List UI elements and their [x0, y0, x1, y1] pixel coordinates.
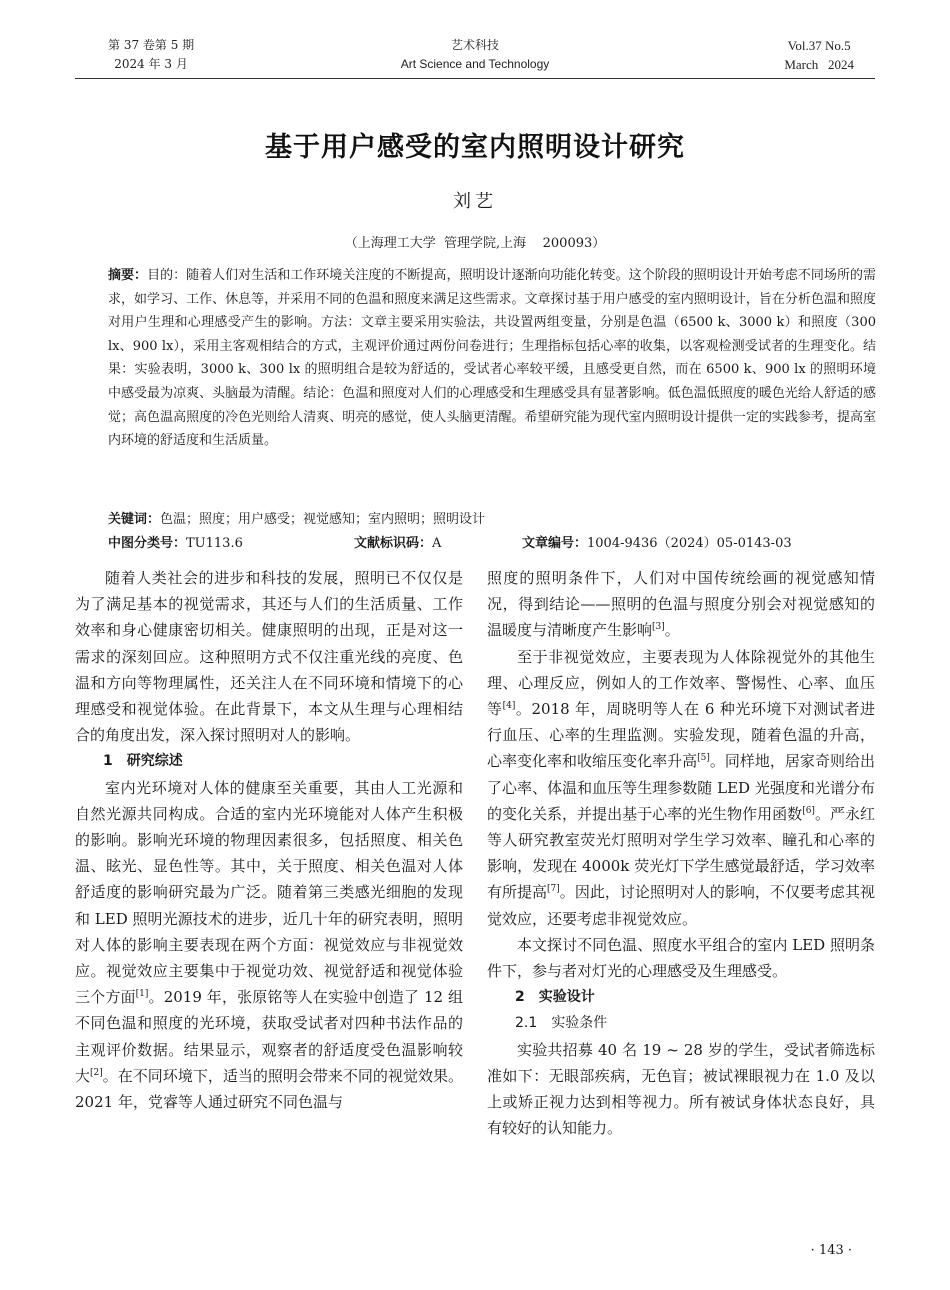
- author-affiliation: （上海理工大学 管理学院,上海 200093）: [344, 236, 606, 251]
- citation-6: [6]: [802, 805, 815, 816]
- body-column-left: [75, 565, 463, 1115]
- paragraph-review-part-b: 。2019 年，张原铭等人在实验中创造了 12 组不同色温和照度的光环境，获取受试者对四种书法作品的主观评价数据。结果显示，观察者的舒适度受色温影响较大: [75, 988, 463, 1085]
- paragraph-review: [75, 775, 463, 1116]
- section-heading-1: 1 研究综述: [103, 753, 183, 770]
- paragraph-review-part-a: 室内光环境对人体的健康至关重要，其由人工光源和自然光源共同构成。合适的室内光环境能对人体产生积极的影响。影响光环境的物理因素很多，包括照度、相关色温、眩光、显色性等。其中，关于照度、相关色温对人体舒适度的影响研究最为广泛。随着第三类感光细胞的发现和 LED 照明光源技术的进步，近几十年的研究表明，照明对人体的影响主要表现在两个方面：视觉效应与非视觉效应。视觉效应主要集中于视觉功效、视觉舒适和视觉体验三个方面: [75, 778, 463, 1007]
- citation-3: [3]: [652, 622, 665, 633]
- keywords: [108, 508, 876, 532]
- article-number-value: 1004-9436（2024）05-0143-03: [587, 536, 792, 551]
- citation-2: [2]: [90, 1067, 103, 1078]
- header-vol-no: Vol.37 No.5: [787, 38, 851, 53]
- article-number-label: 文章编号：: [522, 536, 588, 551]
- page-number: · 143 ·: [810, 1243, 852, 1258]
- paragraph-intro: 随着人类社会的进步和科技的发展，照明已不仅仅是为了满足基本的视觉需求，其还与人们的生活质量、工作效率和身心健康密切相关。健康照明的出现，正是对这一需求的深刻回应。这种照明方式不仅注重光线的亮度、色温和方向等物理属性，还关注人在不同环境和情境下的心理感受和视觉体验。在此背景下，本文从生理与心理相结合的角度出发，深入探讨照明对人的影响。: [75, 569, 463, 745]
- paragraph-nonvisual: [487, 644, 875, 932]
- citation-7: [7]: [547, 884, 560, 895]
- header-volume-issue: 第 37 卷第 5 期: [108, 38, 195, 52]
- paragraph-nonvisual-part-b: 。2018 年，周晓明等人在 6 种光环境下对测试者进行血压、心率的生理监测。实验发现，随着色温的升高，心率变化率和收缩压变化率升高: [487, 700, 875, 771]
- clc-group: [108, 532, 243, 555]
- paragraph-nonvisual-part-e: 。因此，讨论照明对人的影响，不仅要考虑其视觉效应，还要考虑非视觉效应。: [487, 883, 875, 928]
- citation-1: [1]: [135, 989, 149, 1000]
- keywords-label: 关键词：: [108, 512, 161, 527]
- paragraph-nonvisual-part-c: 。同样地，居家奇则给出了心率、体温和血压等生理参数随 LED 光强度和光谱分布的变化关系，并提出基于心率的光生物作用函数: [487, 752, 875, 823]
- header-month-year: March 2024: [784, 57, 854, 72]
- paragraph-review-part-d: 照度的照明条件下，人们对中国传统绘画的视觉感知情况，得到结论——照明的色温与照度分别会对视觉感知的温暖度与清晰度产生影响: [487, 569, 875, 640]
- doc-code-group: [354, 532, 441, 555]
- paragraph-nonvisual-part-a: 至于非视觉效应，主要表现为人体除视觉外的其他生理、心理反应，例如人的工作效率、警惕性、心率、血压等: [487, 647, 875, 719]
- abstract: [108, 264, 876, 453]
- citation-4: [4]: [502, 701, 516, 712]
- running-header-volume-en: [784, 36, 854, 74]
- header-journal-cn: 艺术科技: [450, 38, 499, 52]
- clc-label: 中图分类号：: [108, 536, 187, 551]
- paragraph-review-part-c: 。在不同环境下，适当的照明会带来不同的视觉效果。2021 年，党睿等人通过研究不同色温与: [75, 1066, 463, 1112]
- section-heading-2: 2 实验设计: [515, 989, 595, 1006]
- citation-5: [5]: [697, 753, 710, 764]
- body-column-right: [487, 565, 875, 1141]
- keywords-text: 色温；照度；用户感受；视觉感知；室内照明；照明设计: [160, 512, 486, 527]
- paragraph-review-part-e: 。: [664, 621, 680, 640]
- paragraph-aim: 本文探讨不同色温、照度水平组合的室内 LED 照明条件下，参与者对灯光的心理感受及生理感受。: [487, 935, 875, 981]
- doc-code-label: 文献标识码：: [354, 536, 433, 551]
- header-date: 2024 年 3 月: [114, 57, 188, 71]
- header-rule: [75, 78, 875, 79]
- paragraph-participants: 实验共招募 40 名 19 ~ 28 岁的学生，受试者筛选标准如下：无眼部疾病，无色盲；被试裸眼视力在 1.0 及以上或矫正视力达到相等视力。所有被试身体状态良好，具有较好的认知能力。: [487, 1040, 875, 1138]
- clc-value: TU113.6: [186, 536, 243, 551]
- doc-code-value: A: [432, 536, 442, 551]
- subsection-heading-2-1: 2.1 实验条件: [515, 1015, 608, 1032]
- paragraph-nonvisual-part-d: 。严永红等人研究教室荧光灯照明对学生学习效率、瞳孔和心率的影响，发现在 4000k 荧光灯下学生感觉最舒适，学习效率有所提高: [487, 804, 875, 902]
- article-number-group: [522, 532, 792, 555]
- paragraph-review-continued: [487, 565, 875, 644]
- header-journal-en: Art Science and Technology: [400, 57, 550, 71]
- abstract-text: 目的：随着人们对生活和工作环境关注度的不断提高，照明设计逐渐向功能化转变。这个阶段的照明设计开始考虑不同场所的需求，如学习、工作、休息等，并采用不同的色温和照度来满足这些需求。文章探讨基于用户感受的室内照明设计，旨在分析色温和照度对用户生理和心理感受产生的影响。方法：文章主要采用实验法，共设置两组变量，分别是色温（6500 k、3000 k）和照度（300 lx、900 lx），采用主客观相结合的方式，主观评价通过两份问卷进行；生理指标包括心率的收集，以客观检测受试者的生理变化。结果：实验表明，3000 k、300 lx 的照明组合是较为舒适的，受试者心率较平缓，且感受更自然，而在 6500 k、900 lx 的照明环境中感受最为凉爽、头脑最为清醒。结论：色温和照度对人们的心理感受和生理感受具有显著影响。低色温低照度的暖色光给人舒适的感觉；高色温高照度的冷色光则给人清爽、明亮的感觉，使人头脑更清醒。希望研究能为现代室内照明设计提供一定的实践参考，提高室内环境的舒适度和生活质量。: [108, 268, 876, 449]
- author-name: 刘艺: [453, 191, 497, 212]
- page-title: 基于用户感受的室内照明设计研究: [265, 132, 685, 163]
- abstract-label: 摘要：: [108, 268, 148, 283]
